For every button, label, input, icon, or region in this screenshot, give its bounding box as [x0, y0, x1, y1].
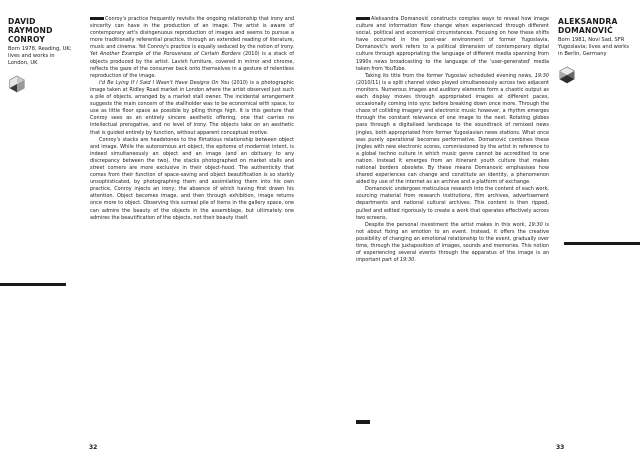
paragraph: Aleksandra Domanović constructs complex ways to reveal how image culture and information flow change when experienced through different social, political and economical circumstances. Focusing on how these shifts have occurred in the post-war environment of former Yugoslavia, Domanović's work refers to a political dimension of contemporary digital culture through appropriating the language of different media spanning from 1990s news broadcasting to the language of the 'user-generated' media taken from YouTube. [356, 16, 549, 72]
paragraph: Despite the personal investment the artist makes in this work, 19:30 is not about fixing an emotion to an event. Instead, it offers the creative possibility of changing an emotional relationship to the event, gradually over time, through the juxtaposition of images, sounds and memories. This notion of experiencing several events through the apparatus of the image is an important part of 19:30. [356, 221, 549, 264]
essay-column [356, 16, 549, 264]
paragraph: Domanović undergoes meticulous research into the content of each work, sourcing material from research institutions, film archives, advertisement departments and national cultural archives. This content is then ripped, pulled and edited rigorously to create a work that operates effectively across two screens. [356, 186, 549, 221]
paragraph: Conroy's practice frequently revisits the ongoing relationship that irony and sincerity can have in the production of an image. The artist is aware of contemporary art's disingenuous reproduction of images and seems to pursue a more traditionally referential practice, through an extended reading of literature, music and cinema. Yet Conroy's practice is equally seduced by the notion of irony. Yet Another Example of the Porousness of Certain Borders (2010) is a stack of objects produced by the artist. Lavish furniture, covered in mirror and chrome, reflects the gaze of the consumer back onto themselves in a gesture of relentless reproduction of the image. [90, 16, 294, 79]
hexagon-icon [558, 66, 576, 84]
essay-column [90, 16, 294, 222]
paragraph: Taking its title from the former Yugoslav scheduled evening news, 19:30 (2010/11) is a split channel video played simultaneously across two adjacent monitors. Numerous images and auditory elements form a chaotic output as each display moves through appropriated images at different paces, occasionally coming into sync before breaking down once more. Through the chaos of colliding imagery and electronic music however, a rhythm emerges through the constant relevance of one image to the next. Rotating globes pass through a digitalised landscape to the soundtrack of remixed news jingles, both appropriated from former Yugoslavian news stations. What once was purely operational becomes performative. Domanović combines these jingles with new electronic scores, commissioned by the artist in reference to a global techno culture in which music genre cannot be accredited to one nation. Instead it emerges from an itinerant youth culture that makes national borders obsolete. By these means Domanović emphasises how shared experiences can change and constitute an identity, a phenomenon aided by use of the internet as an archive and a platform of exchange. [356, 72, 549, 186]
hexagon-icon [8, 75, 26, 93]
artist-name: DAVID RAYMOND CONROY [8, 17, 53, 44]
section-marker [356, 17, 370, 21]
artist-sidebar-domanovic [558, 17, 634, 84]
artist-name: ALEKSANDRA DOMANOVIĆ [558, 17, 618, 35]
page-number: 32 [89, 444, 98, 451]
paragraph: I'd Be Lying If I Said I Wasn't Have Designs On You (2010) is a photographic image taken at Ridley Road market in London where the artist observed just such a pile of objects, arranged by a market stall owner. The incidental arrangement suggests the main concern of the stallholder was to be economical with space, to use as little floor space as possible by piling things high. It is this gesture that Conroy sees as an entirely sincere aesthetic offering, one that carries no intellectual prerogative, and no level of irony. The objects take on an aesthetic that is guided entirely by function, without apparent conceptual motive. [90, 79, 294, 136]
artist-bio: Born 1981, Novi Sad, SFR Yugoslavia; lives and works in Berlin, Germany [558, 37, 629, 58]
section-rule [564, 242, 640, 245]
paragraph: Conroy's stacks are headstones to the flirtatious relationship between object and image. While the autonomous art object, the epitome of modernist intent, is indeed simultaneously an object and an image (and an obituary to any discrepancy between the two), the stacks photographed on market stalls and street corners are more exclusive in their object-hood. The authenticity that comes from their function of space-saving and object beautification is so starkly unsophisticated, by photographing them and assimilating them into his own practice, Conroy injects an irony; the absence of which having first drawn his attention. Object becomes image, and then through exhibition, image returns once more to object. Observing this surreal pile of items in the gallery space, one can admire the beauty of the objects in the assemblage, but ultimately one admires the beautification of the objects, not their beauty itself. [90, 136, 294, 221]
section-marker [90, 17, 104, 21]
end-marker [356, 420, 370, 424]
artist-sidebar-conroy [8, 17, 76, 93]
section-rule [0, 283, 66, 286]
right-page [320, 0, 640, 465]
page-number: 33 [556, 444, 565, 451]
artist-bio: Born 1978, Reading, UK; lives and works in London, UK [8, 46, 72, 67]
